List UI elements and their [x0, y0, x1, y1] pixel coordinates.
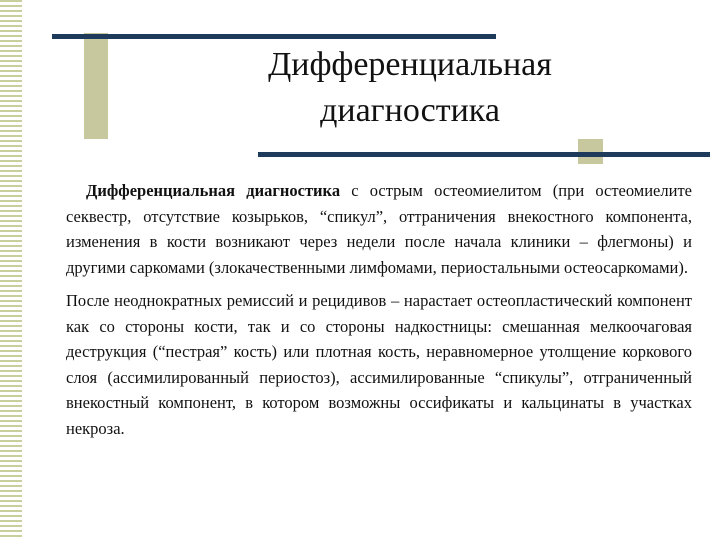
paragraph-2: После неоднократных ремиссий и рецидивов – нарастает остеопластический компонент как со стороны кости, так и со стороны надкостницы: смешанная мелкоочаговая деструкция (“пестрая” кость) или плотная кость, неравномерное утолщение коркового слоя (ассимилированный периостоз), ассимилированные “спикулы”, отграниченный внекостный компонент, в котором возможны оссификаты и кальцинаты в участках некроза. [66, 291, 692, 438]
title-line-2: диагностика [320, 92, 500, 129]
paragraph-1 [66, 178, 692, 280]
title-line-1: Дифференциальная [268, 46, 552, 83]
title-rule-bottom [258, 152, 710, 157]
decorative-block-left [84, 33, 108, 139]
paragraph-1-text: с острым остеомиелитом (при остеомиелите секвестр, отсутствие козырьков, “спикул”, оттраничения внекостного компонента, изменения в кости возникают через недели после начала клиники – флегмоны) и другими саркомами (злокачественными лимфомами, периостальными остеосаркомами). [66, 181, 692, 277]
paragraph-1-lead: Дифференциальная диагностика [86, 181, 341, 200]
slide-body [66, 178, 692, 441]
left-stripe-decoration [0, 0, 22, 540]
title-rule-top [52, 34, 496, 39]
slide-title [160, 42, 660, 134]
